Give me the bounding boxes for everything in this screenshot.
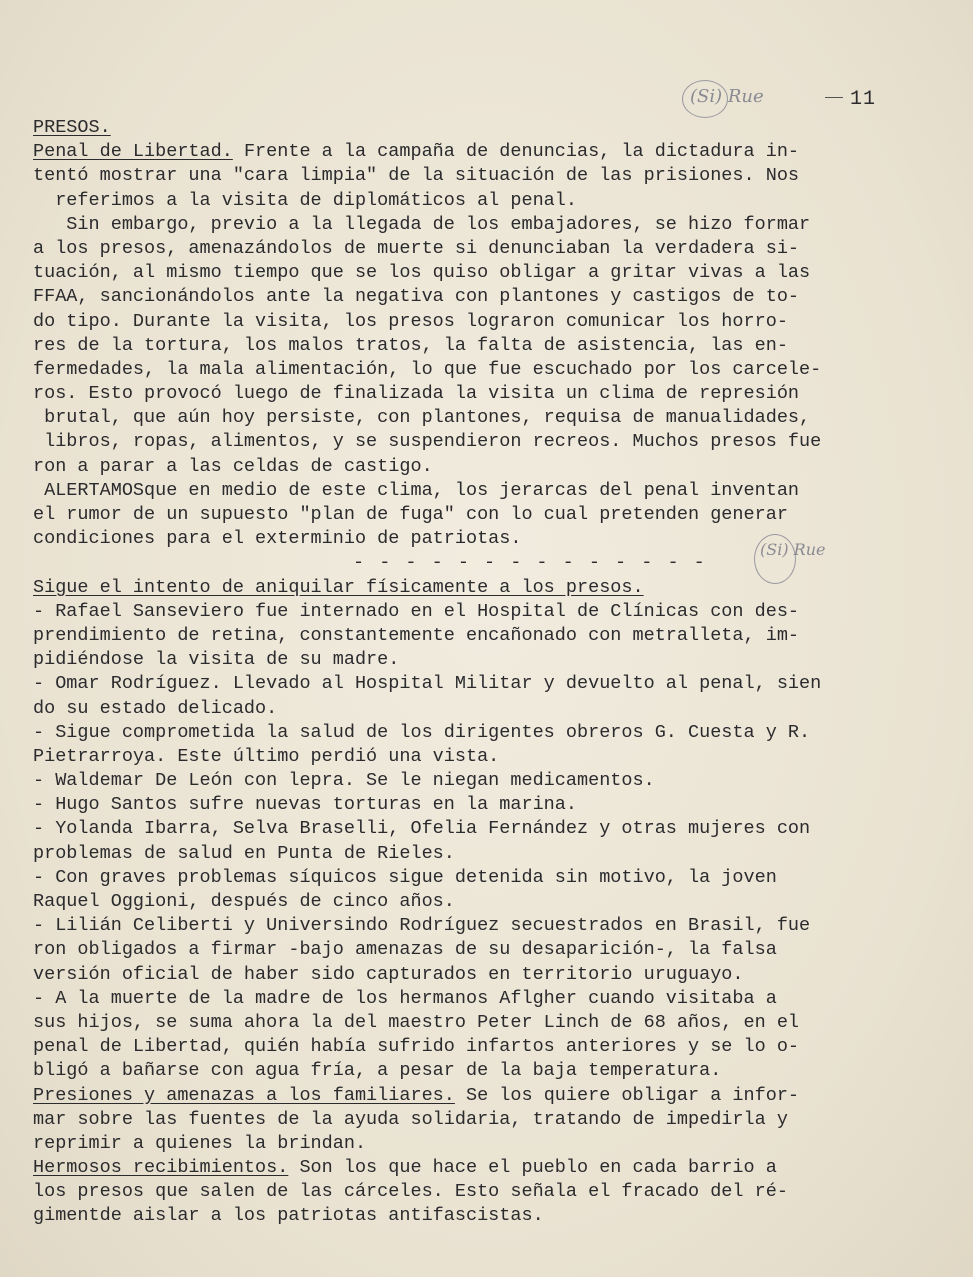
line-text: Son los que hace el pueblo en cada barrio a [288,1157,777,1179]
text-line [33,406,913,430]
line-text: prendimiento de retina, constantemente encañonado con metralleta, im- [33,624,800,646]
line-text: tentó mostrar una "cara limpia" de la situación de las prisiones. Nos [33,165,800,187]
handwritten-note: (Si) Rue [690,86,764,107]
line-text: el rumor de un supuesto "plan de fuga" con lo cual pretenden generar [33,504,788,525]
handwritten-note: (Si) Rue [760,540,826,559]
section-separator: - - - - - - - - - - - - - - [353,552,707,574]
line-text: - Sigue comprometida la salud de los dirigentes obreros G. Cuesta y R. [33,721,811,743]
line-text: mar sobre las fuentes de la ayuda solidaria, tratando de impedirla y [33,1108,788,1130]
text-line [33,842,913,866]
line-text: fermedades, la mala alimentación, lo que fue escuchado por los carcele- [33,358,822,380]
text-line [33,624,913,648]
line-text: ron a parar a las celdas de castigo. [33,455,433,477]
text-line [33,1059,913,1083]
line-text: res de la tortura, los malos tratos, la falta de asistencia, las en- [33,334,788,356]
text-line [33,648,913,672]
line-text: a los presos, amenazándolos de muerte si denunciaban la verdadera si- [33,237,800,259]
line-text: - A la muerte de la madre de los hermanos Aflgher cuando visitaba a [33,987,777,1009]
text-line [33,479,913,503]
text-line [33,455,913,479]
section-presos [33,116,913,551]
line-text: Raquel Oggioni, después de cinco años. [33,891,455,912]
text-line [33,334,913,358]
line-text: - Hugo Santos sufre nuevas torturas en la marina. [33,794,577,816]
body-text [33,116,913,1229]
underlined-heading: Sigue el intento de aniquilar físicamente a los presos. [33,576,644,598]
line-text: versión oficial de haber sido capturados en territorio uruguayo. [33,963,744,985]
line-text: Se los quiere obligar a infor- [454,1084,800,1106]
line-text: Frente a la campaña de denuncias, la dictadura in- [232,141,800,163]
line-text: ron obligados a firmar -bajo amenazas de su desaparición-, la falsa [33,939,777,961]
line-text: bligó a bañarse con agua fría, a pesar de la baja temperatura. [33,1060,722,1082]
text-line [33,1084,913,1108]
text-line [33,213,913,237]
line-text: penal de Libertad, quién había sufrido infartos anteriores y se lo o- [33,1036,800,1058]
line-text: gimentde aislar a los patriotas antifascistas. [33,1205,544,1227]
text-line [33,817,913,841]
text-line [33,721,913,745]
text-line [33,503,913,527]
text-line [33,237,913,261]
text-line [33,793,913,817]
text-line [33,1156,913,1180]
line-text: Sin embargo, previo a la llegada de los embajadores, se hizo formar [33,213,811,235]
line-text: do su estado delicado. [33,697,278,719]
text-line [33,140,913,164]
text-line [33,1011,913,1035]
line-text: referimos a la visita de diplomáticos al penal. [33,189,577,211]
text-line [33,1108,913,1132]
line-text: - Lilián Celiberti y Universindo Rodríguez secuestrados en Brasil, fue [33,915,811,937]
text-line [33,1204,913,1228]
text-line [33,600,913,624]
text-line [33,697,913,721]
line-text: pidiéndose la visita de su madre. [33,649,400,671]
underlined-heading: PRESOS. [33,117,111,138]
text-line [33,285,913,309]
underlined-heading: Presiones y amenazas a los familiares. [33,1084,455,1106]
line-text: brutal, que aún hoy persiste, con plantones, requisa de manualidades, [33,407,811,429]
text-line [33,745,913,769]
text-line [33,527,913,551]
text-line [33,938,913,962]
text-line [33,430,913,454]
underlined-heading: Hermosos recibimientos. [33,1157,289,1179]
line-text: libros, ropas, alimentos, y se suspendieron recreos. Muchos presos fue [33,431,822,453]
line-text: reprimir a quienes la brindan. [33,1132,367,1154]
text-line [33,672,913,696]
text-line [33,310,913,334]
text-line [33,1180,913,1204]
line-text: do tipo. Durante la visita, los presos lograron comunicar los horro- [33,310,788,332]
text-line [33,914,913,938]
line-text: los presos que salen de las cárceles. Esto señala el fracado del ré- [33,1181,788,1203]
text-line [33,963,913,987]
line-text: tuación, al mismo tiempo que se los quiso obligar a gritar vivas a las [33,262,811,284]
line-text: problemas de salud en Punta de Rieles. [33,842,455,864]
text-line [33,1035,913,1059]
dash-mark [825,97,843,98]
text-line [33,116,913,140]
text-line [33,261,913,285]
line-text: sus hijos, se suma ahora la del maestro Peter Linch de 68 años, en el [33,1011,800,1033]
underlined-heading: Penal de Libertad. [33,141,233,163]
line-text: - Waldemar De León con lepra. Se le niegan medicamentos. [33,770,655,792]
line-text: - Con graves problemas síquicos sigue detenida sin motivo, la joven [33,866,777,888]
line-text: FFAA, sancionándolos ante la negativa con plantones y castigos de to- [33,286,800,308]
text-line [33,576,913,600]
line-text: - Omar Rodríguez. Llevado al Hospital Militar y devuelto al penal, sien [33,673,822,695]
text-line [33,987,913,1011]
text-line [33,890,913,914]
line-text: - Rafael Sanseviero fue internado en el Hospital de Clínicas con des- [33,600,800,622]
text-line [33,1132,913,1156]
text-line [33,866,913,890]
line-text: ros. Esto provocó luego de finalizada la visita un clima de represión [33,383,800,405]
section-aniquilar [33,576,913,1229]
text-line [33,382,913,406]
text-line [33,358,913,382]
text-line [33,769,913,793]
line-text: condiciones para el exterminio de patriotas. [33,528,522,550]
line-text: ALERTAMOSque en medio de este clima, los jerarcas del penal inventan [33,479,800,501]
text-line [33,189,913,213]
text-line [33,164,913,188]
line-text: - Yolanda Ibarra, Selva Braselli, Ofelia Fernández y otras mujeres con [33,818,811,840]
line-text: Pietrarroya. Este último perdió una vista. [33,745,500,767]
page-number: 11 [850,88,877,111]
